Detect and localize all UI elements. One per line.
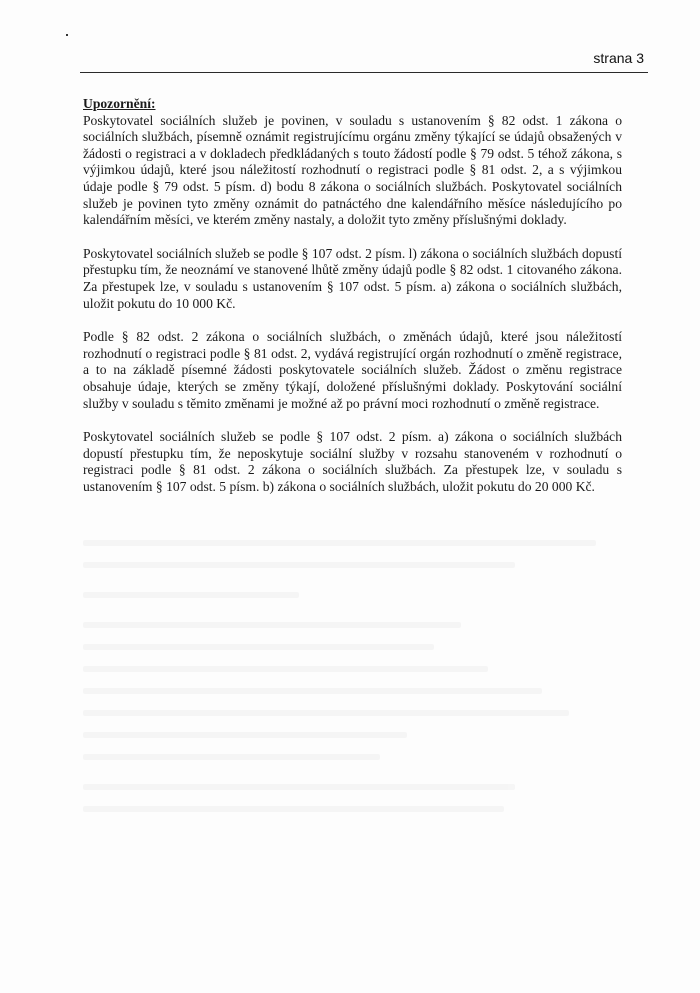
notice-heading: Upozornění:	[83, 96, 156, 111]
notice-section	[83, 96, 622, 512]
scan-mark	[66, 34, 68, 36]
notice-paragraph-3: Podle § 82 odst. 2 zákona o sociálních službách, o změnách údajů, které jsou náležitostí rozhodnutí o registraci podle § 81 odst. 2, vydává registrující orgán rozhodnutí o změně registrace, a to na základě písemné žádosti poskytovatele sociálních služeb. Žádost o změnu registrace obsahuje údaje, kterých se změny týkají, doložené příslušnými doklady. Poskytování sociální služby v souladu s těmito změnami je možné až po právní moci rozhodnutí o změně registrace.	[83, 329, 622, 411]
bleed-through-shadow	[83, 540, 623, 920]
header-rule	[80, 72, 648, 73]
notice-paragraph-4: Poskytovatel sociálních služeb se podle § 107 odst. 2 písm. a) zákona o sociálních službách dopustí přestupku tím, že neposkytuje sociální služby v rozsahu stanoveném v rozhodnutí o registraci podle § 81 odst. 2 zákona o sociálních službách. Za přestupek lze, v souladu s ustanovením § 107 odst. 5 písm. b) zákona o sociálních službách, uložit pokutu do 20 000 Kč.	[83, 429, 622, 494]
notice-paragraph-1: Poskytovatel sociálních služeb je povinen, v souladu s ustanovením § 82 odst. 1 zákona o sociálních službách, písemně oznámit registrujícímu orgánu změny týkající se údajů obsažených v žádosti o registraci a v dokladech předkládaných s touto žádostí podle § 79 odst. 5 téhož zákona, s výjimkou údajů, které jsou náležitostí rozhodnutí o registraci podle § 81 odst. 2, a s výjimkou údaje podle § 79 odst. 5 písm. d) bodu 8 zákona o sociálních službách. Poskytovatel sociálních služeb je povinen tyto změny oznámit do patnáctého dne kalendářního měsíce následujícího po kalendářním měsíci, ve kterém změny nastaly, a doložit tyto změny příslušnými doklady.	[83, 112, 622, 228]
notice-paragraph-2: Poskytovatel sociálních služeb se podle § 107 odst. 2 písm. l) zákona o sociálních službách dopustí přestupku tím, že neoznámí ve stanovené lhůtě změny údajů podle § 82 odst. 1 citovaného zákona. Za přestupek lze, v souladu s ustanovením § 107 odst. 5 písm. a) zákona o sociálních službách, uložit pokutu do 10 000 Kč.	[83, 245, 622, 311]
page-number: strana 3	[593, 50, 644, 66]
